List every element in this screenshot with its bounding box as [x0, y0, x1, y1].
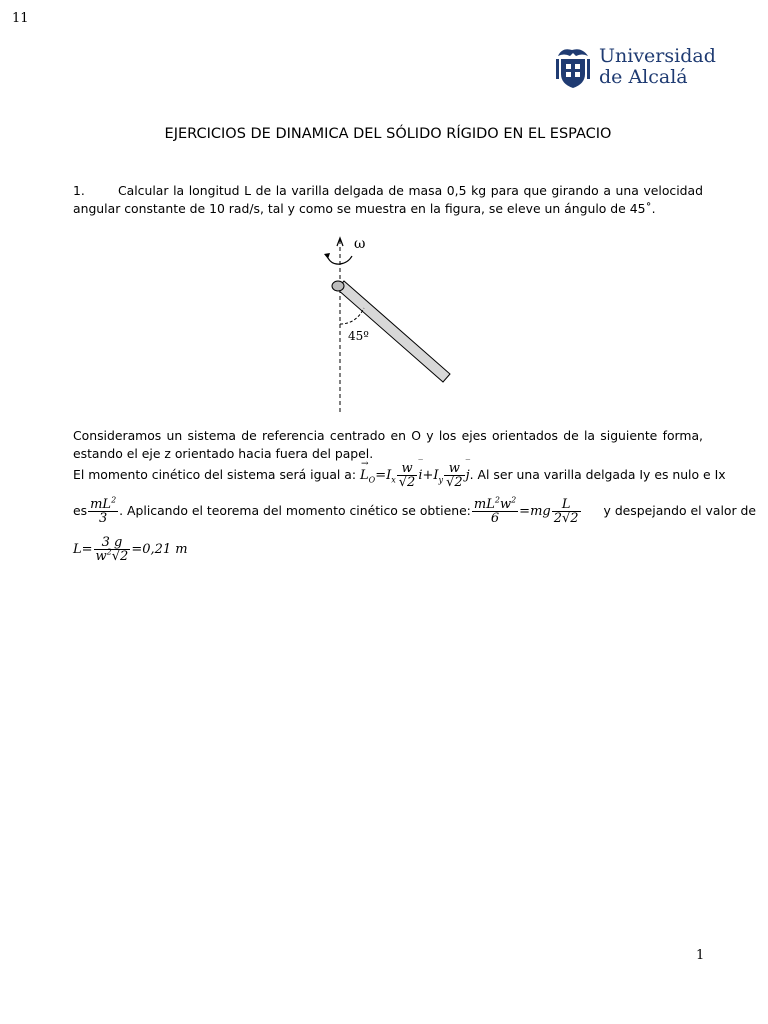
equation-ix: $\frac{mL^2}{3}$: [90, 495, 117, 526]
line2-suffix: . Al ser una varilla delgada Iy es nulo e Ix: [469, 467, 726, 482]
equation-angular-momentum: L → $_O=I_x$ $\frac{w}{√2}$ i ‾ $+I_y$ $\frac{w}{√2}$ j ‾: [360, 459, 471, 490]
line3-middle: . Aplicando el teorema del momento cinético se obtiene:: [119, 503, 471, 518]
solution-paragraph: Consideramos un sistema de referencia centrado en O y los ejes orientados de la siguiente forma, estando el eje z orientado hacia fuera del papel.: [73, 428, 703, 461]
line3-prefix: es: [73, 503, 88, 518]
corner-number: 11: [12, 11, 29, 26]
page-number: 1: [696, 948, 705, 963]
line3-suffix: y despejando el valor de: [603, 503, 756, 518]
omega-label: ω: [354, 236, 366, 252]
exercise-text: Calcular la longitud L de la varilla delgada de masa 0,5 kg para que girando a una velocidad angular constante de 10 rad/s, tal y como se muestra en la figura, se eleve un ángulo de 45˚.: [73, 183, 703, 216]
pivot-point: [332, 281, 344, 291]
rod-figure: [300, 232, 470, 414]
exercise-number: 1.: [73, 183, 85, 198]
solution-result: [73, 536, 188, 563]
logo-text-line1: Universidad: [599, 45, 716, 67]
result-value: =0,21 m: [131, 542, 188, 557]
university-crest-icon: [552, 44, 594, 90]
solution-line-2: [73, 459, 726, 490]
solution-line-3: [73, 495, 756, 526]
line2-prefix: El momento cinético del sistema será igual a:: [73, 467, 357, 482]
equation-theorem: $\frac{mL^2w^2}{6}$ =mg $\frac{L}{2√2}$: [473, 495, 579, 526]
angle-label: 45º: [348, 329, 369, 343]
page-title: EJERCICIOS DE DINAMICA DEL SÓLIDO RÍGIDO EN EL ESPACIO: [164, 126, 612, 142]
university-logo: [552, 44, 716, 90]
angle-arc: [340, 308, 364, 324]
equation-result: L= $\frac{3 g}{w^2√2}$ =0,21 m: [73, 535, 188, 564]
exercise-statement: [73, 182, 703, 218]
logo-text-line2: de Alcalá: [599, 66, 688, 88]
